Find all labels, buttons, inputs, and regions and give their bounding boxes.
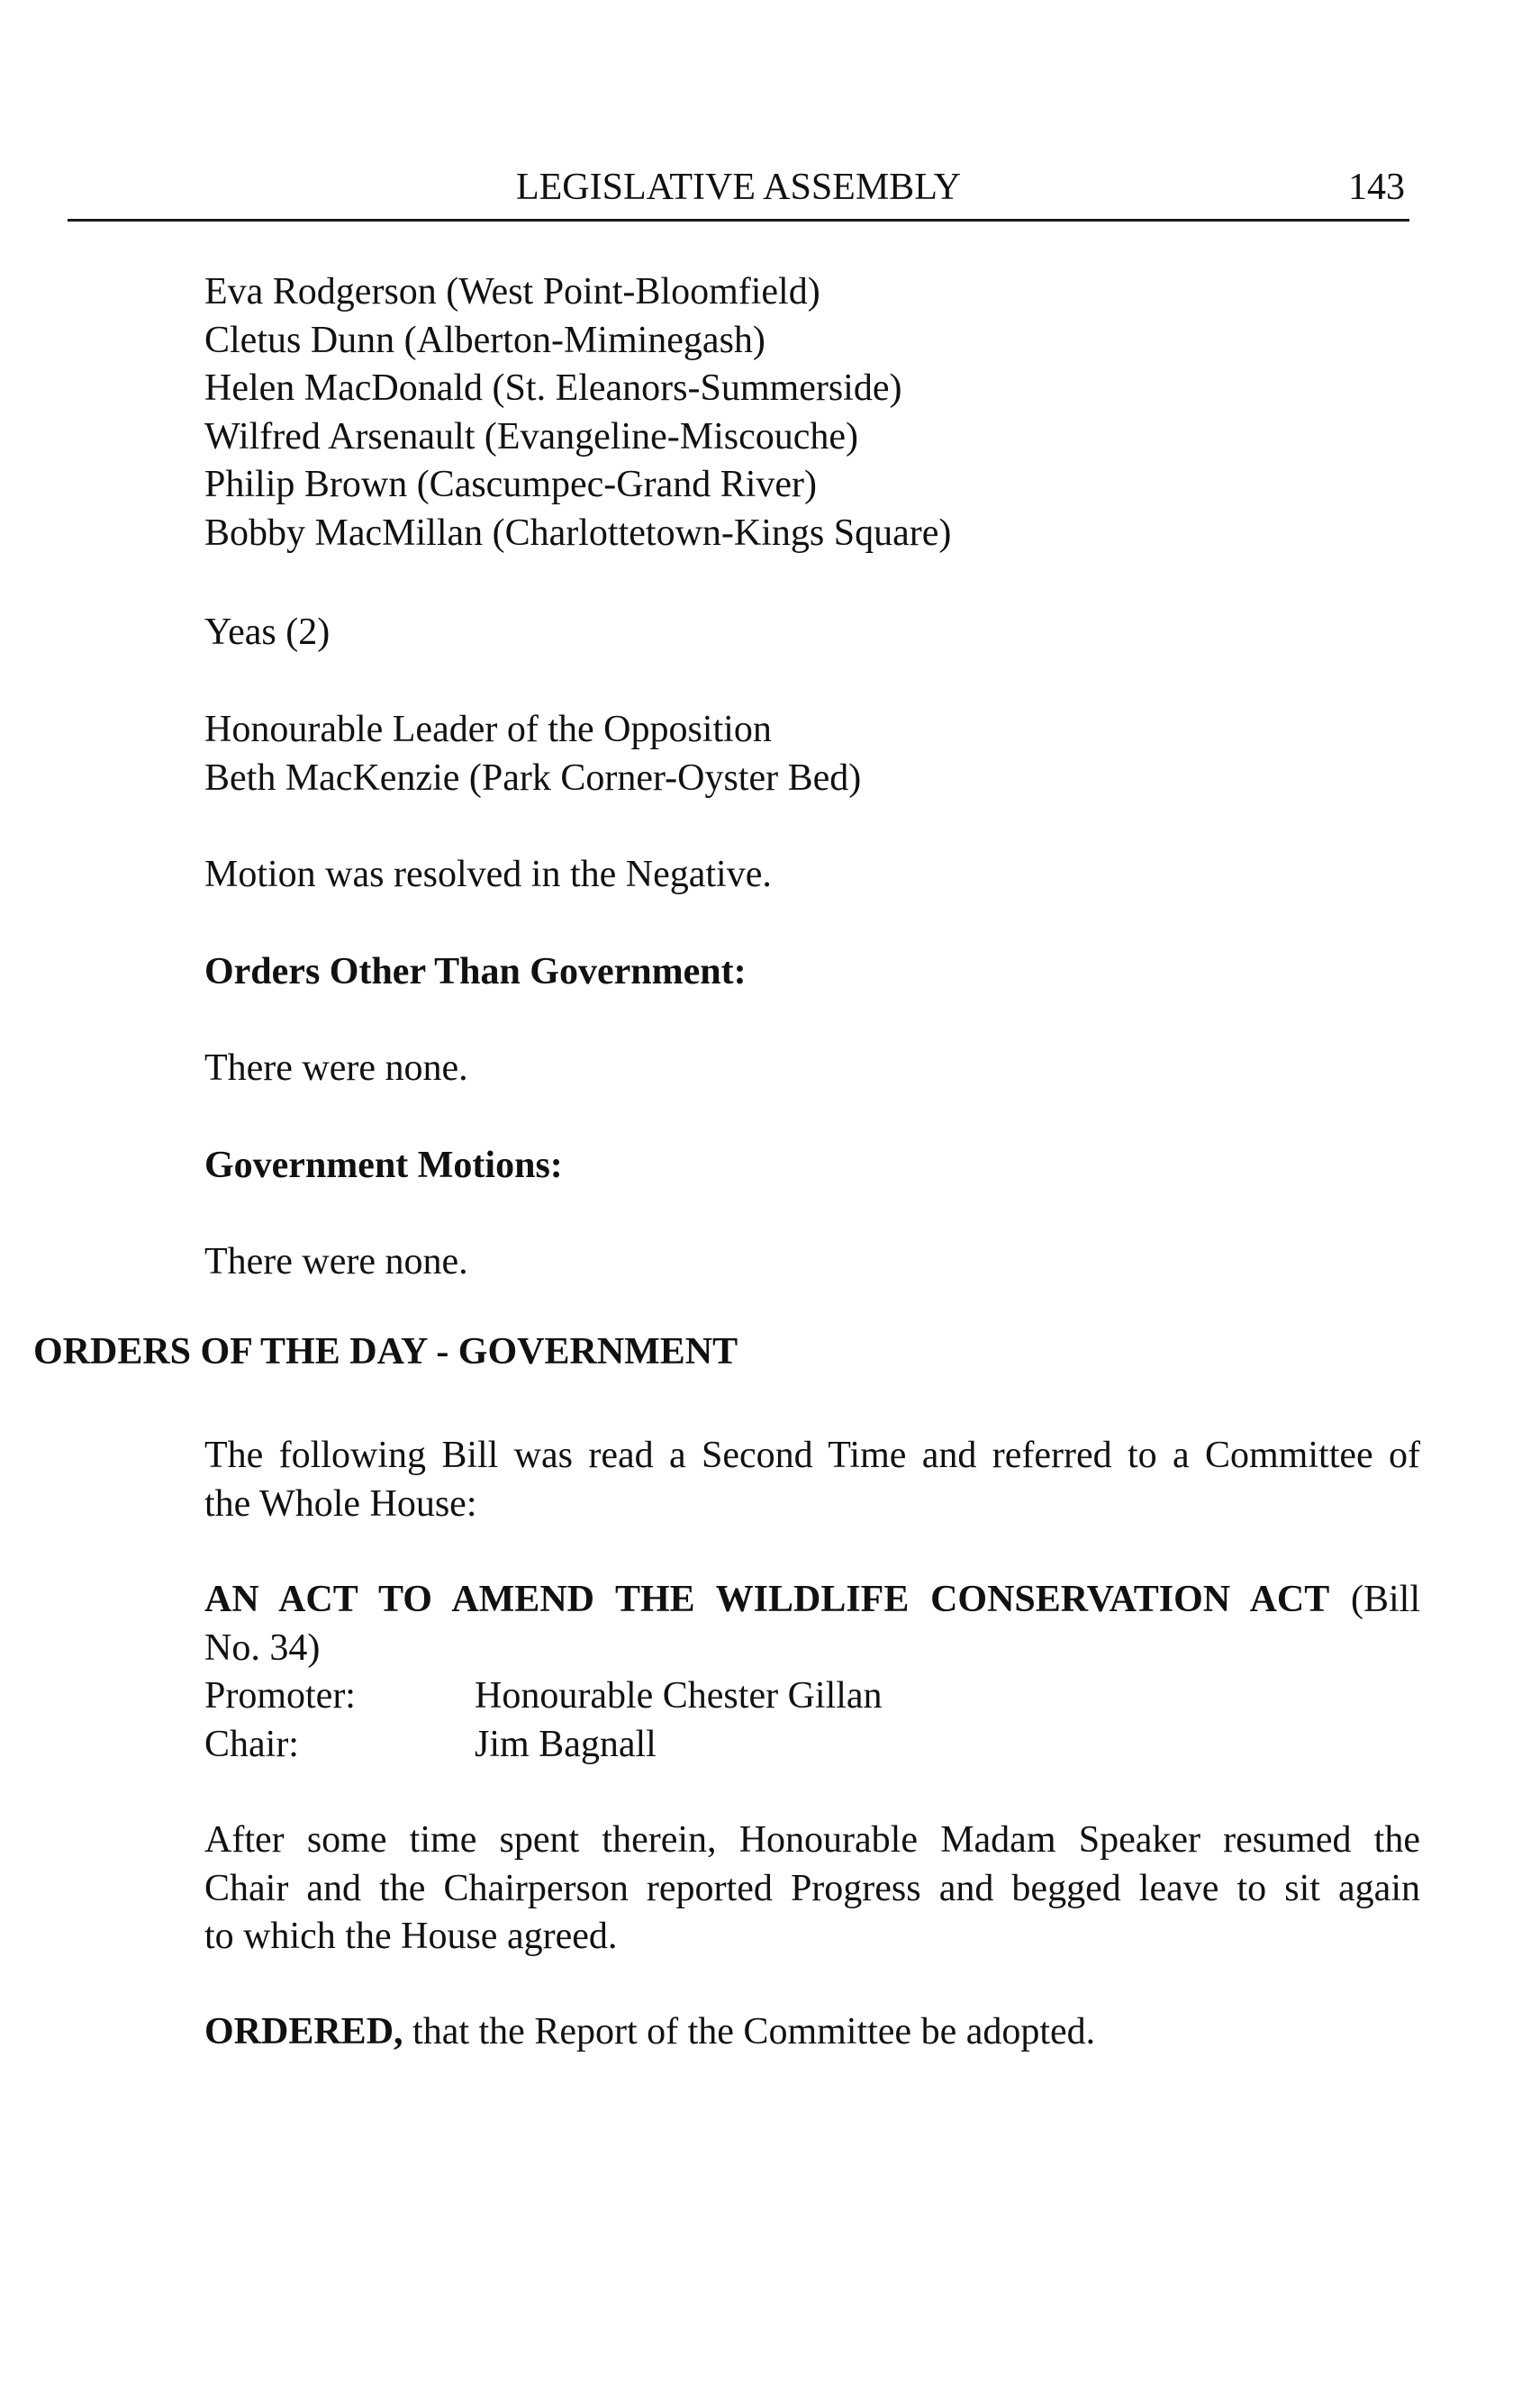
member-entry: Eva Rodgerson (West Point-Bloomfield)	[204, 271, 820, 313]
government-motions-text: There were none.	[204, 1241, 468, 1282]
page-header	[68, 165, 1409, 222]
ordered-statement	[204, 2008, 1095, 2057]
orders-other-heading: Orders Other Than Government:	[204, 951, 747, 992]
bill-intro-paragraph	[204, 1432, 1420, 1528]
promoter-label: Promoter:	[204, 1675, 356, 1717]
member-entry: Wilfred Arsenault (Evangeline-Miscouche)	[204, 415, 859, 458]
report-line: After some time spent therein, Honourable Madam Speaker resumed the	[204, 1819, 1420, 1861]
orders-other-text: There were none.	[204, 1047, 468, 1089]
motion-result: Motion was resolved in the Negative.	[204, 854, 772, 895]
bill-title-paragraph	[204, 1576, 1420, 1672]
bill-number-part2: No. 34)	[204, 1626, 321, 1669]
ordered-text: that the Report of the Committee be adopted.	[403, 2011, 1096, 2052]
report-line: to which the House agreed.	[204, 1916, 618, 1957]
bill-title: AN ACT TO AMEND THE WILDLIFE CONSERVATION ACT	[204, 1579, 1330, 1620]
yeas-heading: Yeas (2)	[204, 612, 331, 653]
chair-row	[204, 1721, 657, 1770]
header-title: LEGISLATIVE ASSEMBLY	[516, 167, 961, 208]
member-entry: Cletus Dunn (Alberton-Miminegash)	[204, 319, 765, 361]
member-entry: Bobby MacMillan (Charlottetown-Kings Square)	[204, 512, 952, 554]
promoter-value: Honourable Chester Gillan	[475, 1675, 883, 1717]
bill-title-line	[204, 1576, 1420, 1625]
yeas-member: Honourable Leader of the Opposition	[204, 709, 772, 750]
yeas-member: Beth MacKenzie (Park Corner-Oyster Bed)	[204, 757, 862, 799]
yeas-members	[204, 706, 861, 802]
orders-of-the-day-heading: ORDERS OF THE DAY - GOVERNMENT	[33, 1331, 738, 1373]
ordered-keyword: ORDERED,	[204, 2011, 403, 2052]
bill-intro-line: the Whole House:	[204, 1482, 477, 1525]
report-line: Chair and the Chairperson reported Progress and begged leave to sit again	[204, 1867, 1420, 1909]
members-list	[204, 268, 951, 557]
member-entry: Philip Brown (Cascumpec-Grand River)	[204, 464, 818, 505]
page-number: 143	[1348, 167, 1405, 208]
bill-intro-line: The following Bill was read a Second Time and referred to a Committee of	[204, 1435, 1420, 1476]
government-motions-heading: Government Motions:	[204, 1145, 563, 1186]
member-entry: Helen MacDonald (St. Eleanors-Summerside)	[204, 367, 902, 409]
committee-report-paragraph	[204, 1817, 1420, 1962]
chair-value: Jim Bagnall	[475, 1724, 657, 1765]
promoter-row	[204, 1672, 883, 1721]
chair-label: Chair:	[204, 1724, 299, 1765]
bill-number-part1: (Bill	[1351, 1579, 1421, 1620]
